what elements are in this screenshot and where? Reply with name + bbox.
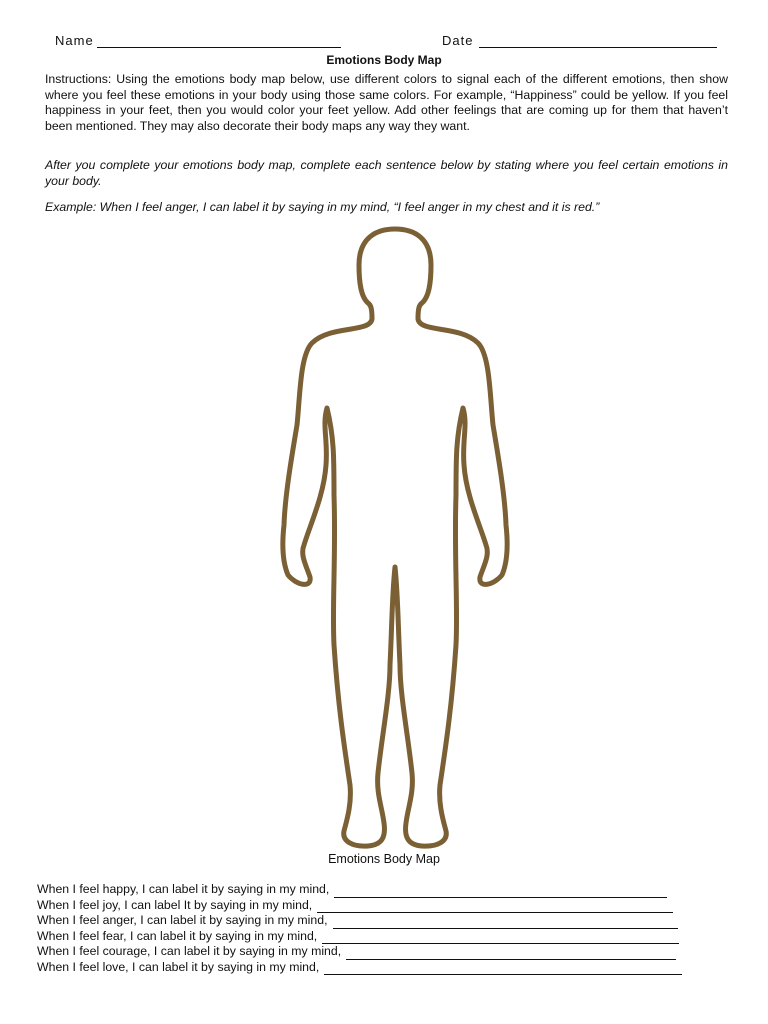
sentence-prompt: When I feel anger, I can label it by saying in my mind, (37, 913, 328, 927)
body-map-figure (270, 225, 520, 855)
answer-blank-line[interactable] (346, 948, 676, 960)
instructions-paragraph: Instructions: Using the emotions body map below, use different colors to signal each of the different emotions, then show where you feel these emotions in your body using those same colors. For example, “Happiness” could be yellow. If you feel happiness in your feet, then you would color your feet yellow. Add other feelings that are coming up for them that haven’t been mentioned. They may also decorate their body maps any way they want. (45, 72, 728, 133)
answer-blank-line[interactable] (324, 963, 682, 975)
date-blank-line[interactable] (479, 34, 717, 48)
answer-blank-line[interactable] (334, 886, 667, 898)
sentence-prompt: When I feel fear, I can label it by saying in my mind, (37, 928, 318, 943)
sentence-prompt: When I feel joy, I can label It by saying in my mind, (37, 897, 313, 912)
sentence-prompt: When I feel love, I can label it by saying in my mind, (37, 959, 320, 974)
sentence-courage (37, 944, 737, 960)
sentence-happy (37, 882, 737, 898)
date-field[interactable] (442, 33, 717, 48)
page-title: Emotions Body Map (326, 53, 442, 67)
header-fields (55, 33, 725, 51)
sentence-fear (37, 929, 737, 945)
figure-caption: Emotions Body Map (328, 852, 440, 866)
sentence-prompt: When I feel courage, I can label it by saying in my mind, (37, 944, 342, 958)
sentence-anger (37, 913, 737, 929)
sentence-love (37, 960, 737, 976)
example-paragraph: Example: When I feel anger, I can label it by saying in my mind, “I feel anger in my chest and it is red.” (45, 200, 600, 214)
date-label: Date (442, 33, 474, 48)
answer-blank-line[interactable] (333, 917, 678, 929)
answer-blank-line[interactable] (322, 932, 679, 944)
after-instructions-paragraph: After you complete your emotions body map, complete each sentence below by stating where you feel certain emotions in your body. (45, 158, 728, 188)
sentence-list (37, 882, 737, 975)
sentence-prompt: When I feel happy, I can label it by saying in my mind, (37, 882, 330, 896)
human-body-outline-icon (270, 225, 520, 855)
name-label: Name (55, 33, 94, 48)
sentence-joy (37, 898, 737, 914)
name-blank-line[interactable] (97, 34, 341, 48)
answer-blank-line[interactable] (317, 901, 673, 913)
name-field[interactable] (55, 33, 341, 48)
